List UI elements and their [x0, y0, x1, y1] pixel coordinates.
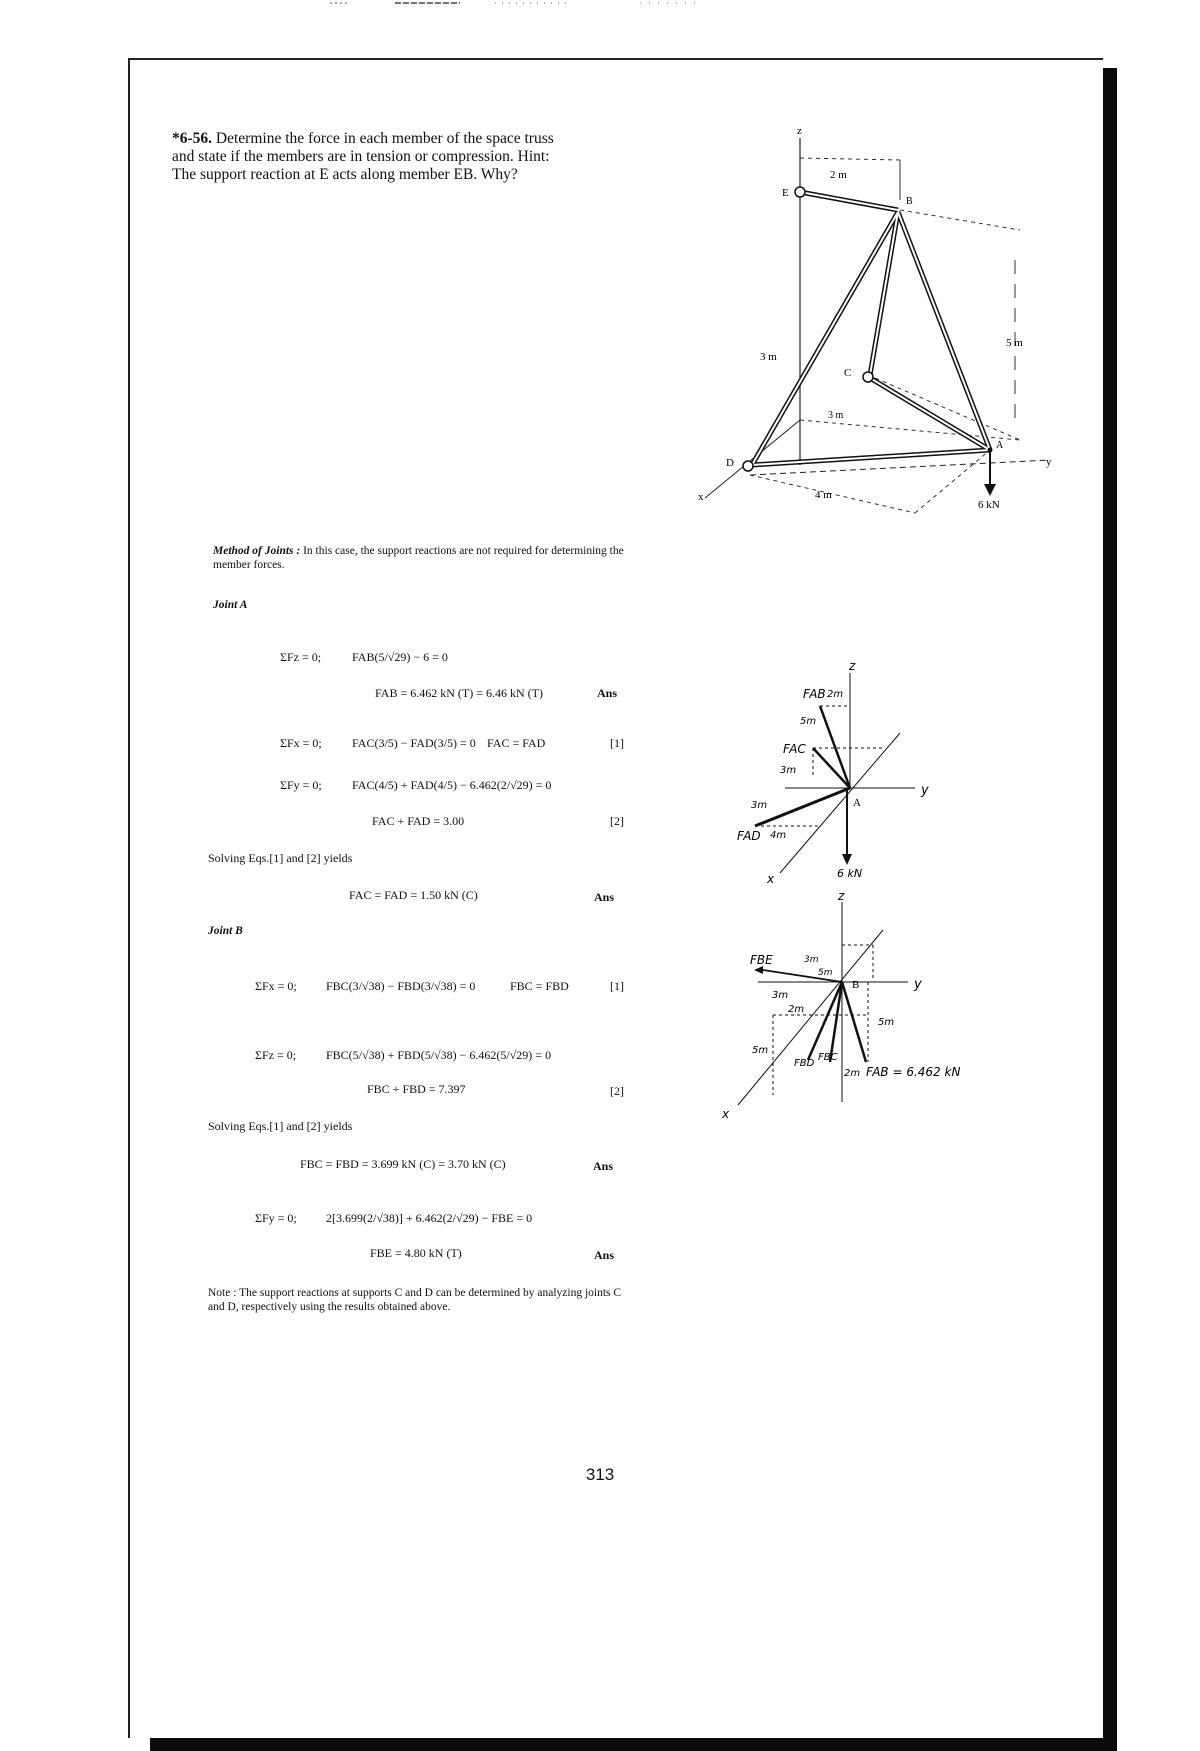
method-heading: Method of Joints :: [213, 545, 301, 557]
sketch-a-3m-b: 3m: [751, 800, 768, 811]
eq-b3-result: FBE = 4.80 kN (T): [370, 1246, 462, 1260]
eq-b1-result: FBC = FBD: [510, 979, 569, 993]
sketch-b-fbd: FBD: [794, 1058, 815, 1069]
scan-artifact: [320, 0, 720, 6]
label-c: C: [844, 367, 852, 379]
sketch-a-5m: 5m: [800, 716, 817, 727]
solving-b: Solving Eqs.[1] and [2] yields: [208, 1119, 353, 1133]
dim-4m: 4 m: [815, 489, 832, 501]
sketch-a-fac: FAC: [783, 742, 806, 756]
sketch-b-5m-b: 5m: [752, 1045, 769, 1056]
method-text: In this case, the support reactions are not required for determining the member forces.: [213, 545, 624, 571]
eq-b1-num: [1]: [610, 979, 624, 993]
sketch-a-y: y: [921, 783, 929, 798]
sketch-b-5m-a: 5m: [818, 968, 833, 978]
axis-label-x: x: [698, 491, 704, 503]
note: Note : The support reactions at supports C and D can be determined by analyzing joints C and D, respectively using the results obtained above.: [208, 1287, 622, 1313]
sketch-b-fbe: FBE: [750, 953, 773, 967]
truss-members: [752, 192, 990, 465]
sketch-b-point: B: [852, 979, 860, 991]
load-arrow: [984, 484, 996, 496]
sketch-b-z: z: [838, 890, 845, 903]
sketch-a-z: z: [849, 659, 856, 673]
label-a: A: [996, 440, 1004, 451]
eq-a1-label: ΣFz = 0;: [280, 650, 322, 664]
sketch-a-2m: 2m: [827, 689, 844, 700]
sketch-a-fab: FAB: [803, 687, 826, 701]
ans-a2: Ans: [594, 890, 615, 904]
sketch-b-fbc: FBC: [818, 1052, 838, 1063]
eq-b3: 2[3.699(2/√38)] + 6.462(2/√29) − FBE = 0: [326, 1211, 533, 1225]
dim-3m-upper: 3 m: [760, 351, 777, 363]
ans-a1: Ans: [597, 686, 618, 700]
eq-b1-label: ΣFx = 0;: [255, 979, 297, 993]
dim-3m-lower: 3 m: [828, 410, 844, 421]
label-d: D: [726, 457, 734, 469]
ans-a-forces: FAC = FAD = 1.50 kN (C): [349, 888, 478, 902]
sketch-b-2m-a: 2m: [788, 1004, 805, 1015]
dim-2m: 2 m: [830, 169, 847, 181]
eq-b2-label: ΣFz = 0;: [255, 1048, 297, 1062]
sketch-b-3m-a: 3m: [804, 955, 819, 965]
joint-d: [743, 461, 753, 471]
page-number: 313: [585, 1465, 615, 1484]
sketch-a-x: x: [767, 872, 775, 886]
dim-5m: 5 m: [1006, 337, 1023, 349]
page-shadow-right: [1103, 68, 1117, 1751]
eq-b2-num: [2]: [610, 1084, 624, 1098]
sketch-b-3m-b: 3m: [772, 990, 789, 1001]
sketch-a-fad: FAD: [737, 829, 761, 843]
eq-a2-label: ΣFx = 0;: [280, 736, 322, 750]
x-axis: [705, 420, 800, 498]
axis-label-y: y: [1046, 456, 1052, 468]
eq-a1-result: FAB = 6.462 kN (T) = 6.46 kN (T): [375, 686, 543, 700]
eq-a2: FAC(3/5) − FAD(3/5) = 0: [352, 736, 476, 750]
eq-b1: FBC(3/√38) − FBD(3/√38) = 0: [326, 979, 476, 993]
joint-e: [795, 187, 805, 197]
eq-a3: FAC(4/5) + FAD(4/5) − 6.462(2/√29) = 0: [352, 778, 552, 792]
joint-c: [863, 372, 873, 382]
sketch-a-3m-a: 3m: [780, 765, 797, 776]
eq-b2-result: FBC + FBD = 7.397: [367, 1082, 466, 1096]
label-e: E: [782, 187, 789, 199]
sketch-a-point: A: [853, 797, 861, 809]
problem-statement: [172, 130, 572, 184]
ans-b1: Ans: [593, 1159, 614, 1173]
solving-a: Solving Eqs.[1] and [2] yields: [208, 851, 353, 865]
joint-a-heading: Joint A: [213, 599, 248, 611]
problem-text: Determine the force in each member of the space truss and state if the members are in tension or compression. Hint: The support reaction at E acts along member EB. Why?: [172, 130, 554, 183]
joint-a: [988, 448, 993, 453]
eq-a2-num: [1]: [610, 736, 624, 750]
sketch-b-x: x: [722, 1107, 730, 1121]
sketch-a-load: 6 kN: [837, 867, 863, 880]
label-b: B: [906, 196, 913, 207]
joint-a-sketch: [725, 658, 955, 888]
space-truss-figure: [690, 120, 1070, 520]
sketch-b-2m-b: 2m: [844, 1068, 861, 1079]
joint-b-heading: Joint B: [208, 925, 243, 937]
sketch-b-fab-value: FAB = 6.462 kN: [866, 1065, 961, 1079]
eq-a1: FAB(5/√29) − 6 = 0: [352, 650, 448, 664]
eq-a3-label: ΣFy = 0;: [280, 778, 322, 792]
sketch-a-4m: 4m: [770, 830, 787, 841]
page-shadow-bottom: [150, 1738, 1117, 1751]
eq-a2-result: FAC = FAD: [487, 736, 546, 750]
sketch-b-y: y: [914, 977, 922, 992]
eq-b2: FBC(5/√38) + FBD(5/√38) − 6.462(5/√29) = 0: [326, 1048, 552, 1062]
load-label: 6 kN: [978, 499, 1000, 511]
sketch-b-5m-c: 5m: [878, 1017, 895, 1028]
eq-b3-label: ΣFy = 0;: [255, 1211, 297, 1225]
axis-label-z: z: [797, 125, 802, 137]
joint-b-sketch: [718, 890, 978, 1125]
eq-a3-result: FAC + FAD = 3.00: [372, 814, 465, 828]
method-intro: [213, 544, 643, 572]
ans-b2: Ans: [594, 1248, 615, 1262]
ans-b-forces: FBC = FBD = 3.699 kN (C) = 3.70 kN (C): [300, 1157, 506, 1171]
problem-number: *6-56.: [172, 130, 213, 147]
eq-a3-num: [2]: [610, 814, 624, 828]
